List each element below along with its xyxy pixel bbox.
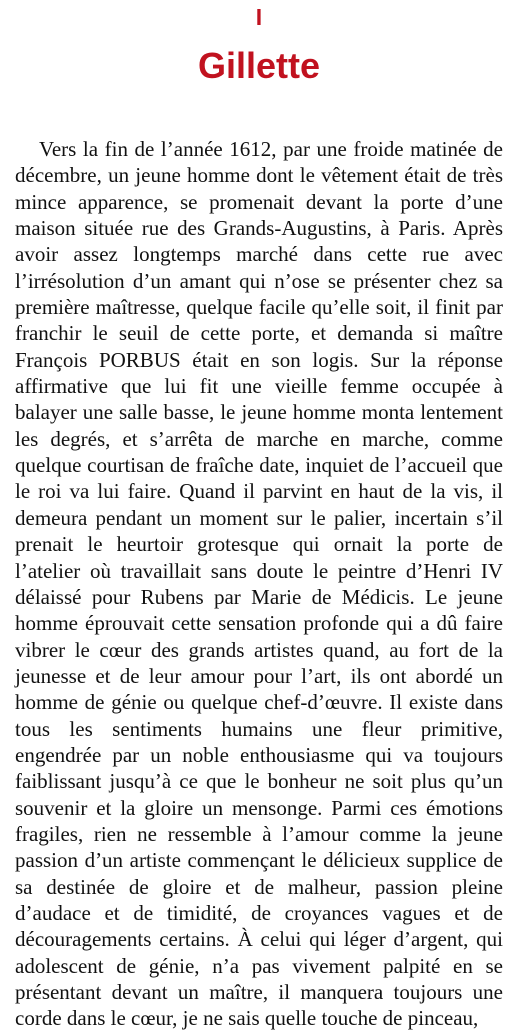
body-paragraph: Vers la fin de l’année 1612, par une froide matinée de décembre, un jeune homme dont le vêtement était de très mince apparence, se promenait devant la porte d’une maison située rue des Grands-Augustins, à Paris. Après avoir assez longtemps marché dans cette rue avec l’irrésolution d’un amant qui n’ose se présenter chez sa première maîtresse, quelque facile qu’elle soit, il finit par franchir le seuil de cette porte, et demanda si maître François PORBUS était en son logis. Sur la réponse affirmative que lui fit une vieille femme occupée à balayer une salle basse, le jeune homme monta lentement les degrés, et s’arrêta de marche en marche, comme quelque courtisan de fraîche date, inquiet de l’accueil que le roi va lui faire. Quand il parvint en haut de la vis, il demeura pendant un moment sur le palier, incertain s’il prenait le heurtoir grotesque qui ornait la porte de l’atelier où travaillait sans doute le peintre d’Henri IV délaissé pour Rubens par Marie de Médicis. Le jeune homme éprouvait cette sensation profonde qui a dû faire vibrer le cœur des grands artistes quand, au fort de la jeunesse et de leur amour pour l’art, ils ont abordé un homme de génie ou quelque chef-d’œuvre. Il existe dans tous les sentiments humains une fleur primitive, engendrée par un noble enthousiasme qui va toujours faiblissant jusqu’à ce que le bonheur ne soit plus qu’un souvenir et la gloire un mensonge. Parmi ces émotions fragiles, rien ne ressemble à l’amour comme la jeune passion d’un artiste commençant le délicieux supplice de sa destinée de gloire et de malheur, passion pleine d’audace et de timidité, de croyances vagues et de découragements certains. À celui qui léger d’argent, qui adolescent de génie, n’a pas vivement palpité en se présentant devant un maître, il manquera toujours une corde dans le cœur, je ne sais quelle touche de pinceau, — [15, 137, 503, 1031]
chapter-title: Gillette — [197, 45, 321, 86]
chapter-number: I — [255, 4, 263, 30]
